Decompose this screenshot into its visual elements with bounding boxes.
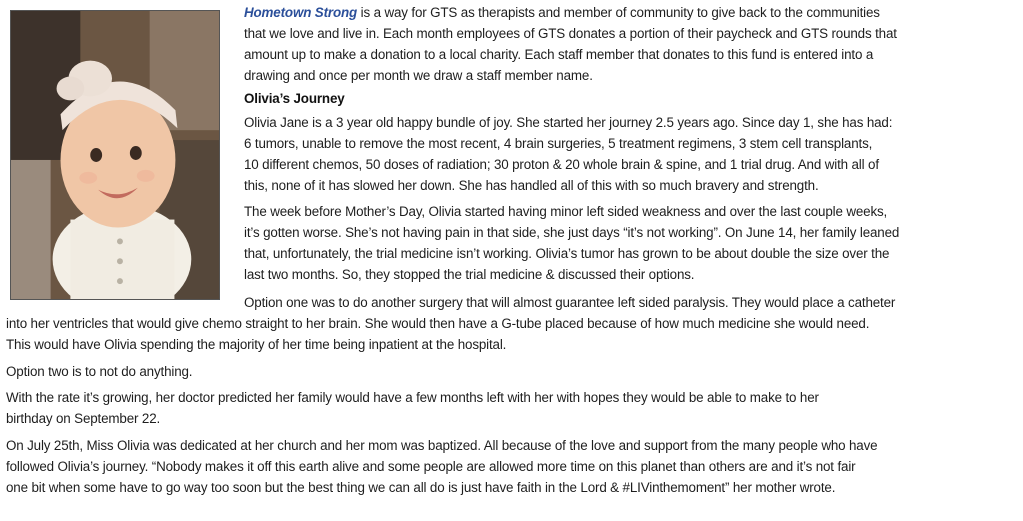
intro-line-2: that we love and live in. Each month employees of GTS donates a portion of their paycheck and GTS rounds that (244, 26, 897, 41)
para2-line: it’s gotten worse. She’s not having pain in that side, she just days “it’s not working”. On June 14, her family leaned (244, 225, 900, 240)
para1-line: this, none of it has slowed her down. She has handled all of this with so much bravery and strength. (244, 178, 819, 193)
child-photo-illustration (11, 11, 219, 299)
para6-line: followed Olivia’s journey. “Nobody makes it off this earth alive and some people are allowed more time on this planet than others are and it’s not fair (6, 459, 856, 474)
para3-line: Option one was to do another surgery that will almost guarantee left sided paralysis. They would place a catheter (244, 295, 896, 310)
section-heading: Olivia’s Journey (244, 91, 345, 106)
intro-line-3: amount up to make a donation to a local charity. Each staff member that donates to this fund is entered into a (244, 47, 874, 62)
hometown-strong-brand: Hometown Strong (244, 5, 358, 20)
para5-line: birthday on September 22. (6, 411, 161, 426)
para5-line: With the rate it’s growing, her doctor predicted her family would have a few months left with her with hopes they would be able to make to her (6, 390, 819, 405)
intro-line-4: drawing and once per month we draw a staff member name. (244, 68, 593, 83)
para3-line: This would have Olivia spending the majority of her time being inpatient at the hospital. (6, 337, 507, 352)
para4-line: Option two is to not do anything. (6, 364, 193, 379)
para2-line: The week before Mother’s Day, Olivia started having minor left sided weakness and over the last couple weeks, (244, 204, 888, 219)
para2-line: last two months. So, they stopped the trial medicine & discussed their options. (244, 267, 695, 282)
child-photo (10, 10, 220, 300)
para3-line: into her ventricles that would give chemo straight to her brain. She would then have a G-tube placed because of how much medicine she would need. (6, 316, 870, 331)
intro-line-1-text: is a way for GTS as therapists and member of community to give back to the communities (357, 5, 880, 20)
para6-line: one bit when some have to go way too soon but the best thing we can all do is just have faith in the Lord & #LIVinthemoment” her mother wrote. (6, 480, 836, 495)
para1-line: 6 tumors, unable to remove the most recent, 4 brain surgeries, 5 treatment regimens, 3 stem cell transplants, (244, 136, 873, 151)
para1-line: 10 different chemos, 50 doses of radiation; 30 proton & 20 whole brain & spine, and 1 trial drug. And with all of (244, 157, 879, 172)
intro-line-1 (244, 3, 880, 24)
para6-line: On July 25th, Miss Olivia was dedicated at her church and her mom was baptized. All because of the love and support from the many people who have (6, 438, 878, 453)
para1-line: Olivia Jane is a 3 year old happy bundle of joy. She started her journey 2.5 years ago. Since day 1, she has had: (244, 115, 893, 130)
para2-line: that, unfortunately, the trial medicine isn’t working. Olivia’s tumor has grown to be about double the size over the (244, 246, 890, 261)
